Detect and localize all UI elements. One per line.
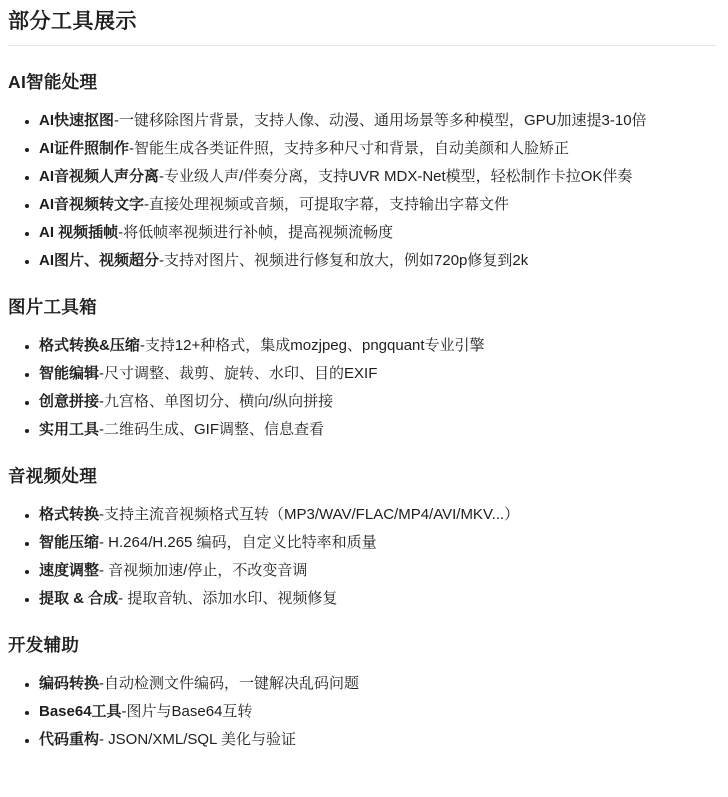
feature-description: -支持对图片、视频进行修复和放大，例如720p修复到2k: [159, 252, 529, 270]
feature-term: 格式转换&压缩: [39, 337, 140, 355]
tool-section: [8, 466, 716, 609]
feature-list-item: [39, 504, 716, 525]
feature-description: -将低帧率视频进行补帧，提高视频流畅度: [118, 224, 394, 242]
feature-term: 编码转换: [39, 675, 100, 693]
feature-list-item: [39, 222, 716, 243]
feature-description: -尺寸调整、裁剪、旋转、水印、目的EXIF: [99, 365, 378, 383]
tool-section: [8, 635, 716, 750]
section-title: 图片工具箱: [8, 297, 97, 318]
feature-list-item: [39, 138, 716, 159]
feature-description: - H.264/H.265 编码，自定义比特率和质量: [99, 534, 377, 552]
feature-description: -智能生成各类证件照，支持多种尺寸和背景，自动美颜和人脸矫正: [129, 140, 570, 158]
feature-list-item: [39, 110, 716, 131]
feature-description: -支持12+种格式，集成mozjpeg、pngquant专业引擎: [139, 337, 485, 355]
feature-term: 智能编辑: [39, 365, 100, 383]
section-title: 音视频处理: [8, 466, 97, 487]
feature-list-item: [39, 588, 716, 609]
feature-term: 速度调整: [39, 562, 100, 580]
feature-description: -专业级人声/伴奏分离，支持UVR MDX-Net模型，轻松制作卡拉OK伴奏: [159, 168, 633, 186]
feature-term: 智能压缩: [39, 534, 100, 552]
feature-list-item: [39, 166, 716, 187]
feature-description: -直接处理视频或音频，可提取字幕，支持输出字幕文件: [144, 196, 510, 214]
feature-list: [8, 504, 716, 609]
section-title: 开发辅助: [8, 635, 80, 656]
feature-list-item: [39, 194, 716, 215]
feature-term: 提取 & 合成: [39, 590, 119, 608]
feature-term: 格式转换: [39, 506, 100, 524]
feature-list: [8, 673, 716, 750]
feature-description: -一键移除图片背景，支持人像、动漫、通用场景等多种模型，GPU加速提3-10倍: [114, 112, 647, 130]
feature-term: 实用工具: [39, 421, 100, 439]
feature-term: 创意拼接: [39, 393, 100, 411]
feature-description: -图片与Base64互转: [121, 703, 253, 721]
feature-list-item: [39, 363, 716, 384]
feature-term: AI 视频插帧: [39, 224, 119, 242]
feature-term: AI证件照制作: [39, 140, 130, 158]
feature-description: -支持主流音视频格式互转（MP3/WAV/FLAC/MP4/AVI/MKV...）: [99, 506, 520, 524]
feature-list-item: [39, 560, 716, 581]
feature-list-item: [39, 701, 716, 722]
feature-list-item: [39, 532, 716, 553]
feature-list-item: [39, 729, 716, 750]
feature-term: AI音视频转文字: [39, 196, 145, 214]
feature-description: -九宫格、单图切分、横向/纵向拼接: [99, 393, 334, 411]
feature-description: - JSON/XML/SQL 美化与验证: [99, 731, 296, 749]
page-title: 部分工具展示: [8, 10, 716, 46]
feature-list-item: [39, 335, 716, 356]
feature-term: AI图片、视频超分: [39, 252, 160, 270]
feature-list: [8, 335, 716, 440]
feature-list-item: [39, 419, 716, 440]
feature-description: - 提取音轨、添加水印、视频修复: [118, 590, 338, 608]
feature-description: - 音视频加速/停止，不改变音调: [99, 562, 308, 580]
feature-term: Base64工具: [39, 703, 122, 721]
section-title: AI智能处理: [8, 72, 98, 93]
feature-term: AI音视频人声分离: [39, 168, 160, 186]
feature-list-item: [39, 673, 716, 694]
feature-list: [8, 110, 716, 271]
sections-container: [8, 72, 716, 750]
feature-term: 代码重构: [39, 731, 100, 749]
feature-list-item: [39, 250, 716, 271]
feature-description: -二维码生成、GIF调整、信息查看: [99, 421, 325, 439]
feature-description: -自动检测文件编码，一键解决乱码问题: [99, 675, 360, 693]
feature-list-item: [39, 391, 716, 412]
feature-term: AI快速抠图: [39, 112, 115, 130]
tool-section: [8, 72, 716, 271]
tool-section: [8, 297, 716, 440]
